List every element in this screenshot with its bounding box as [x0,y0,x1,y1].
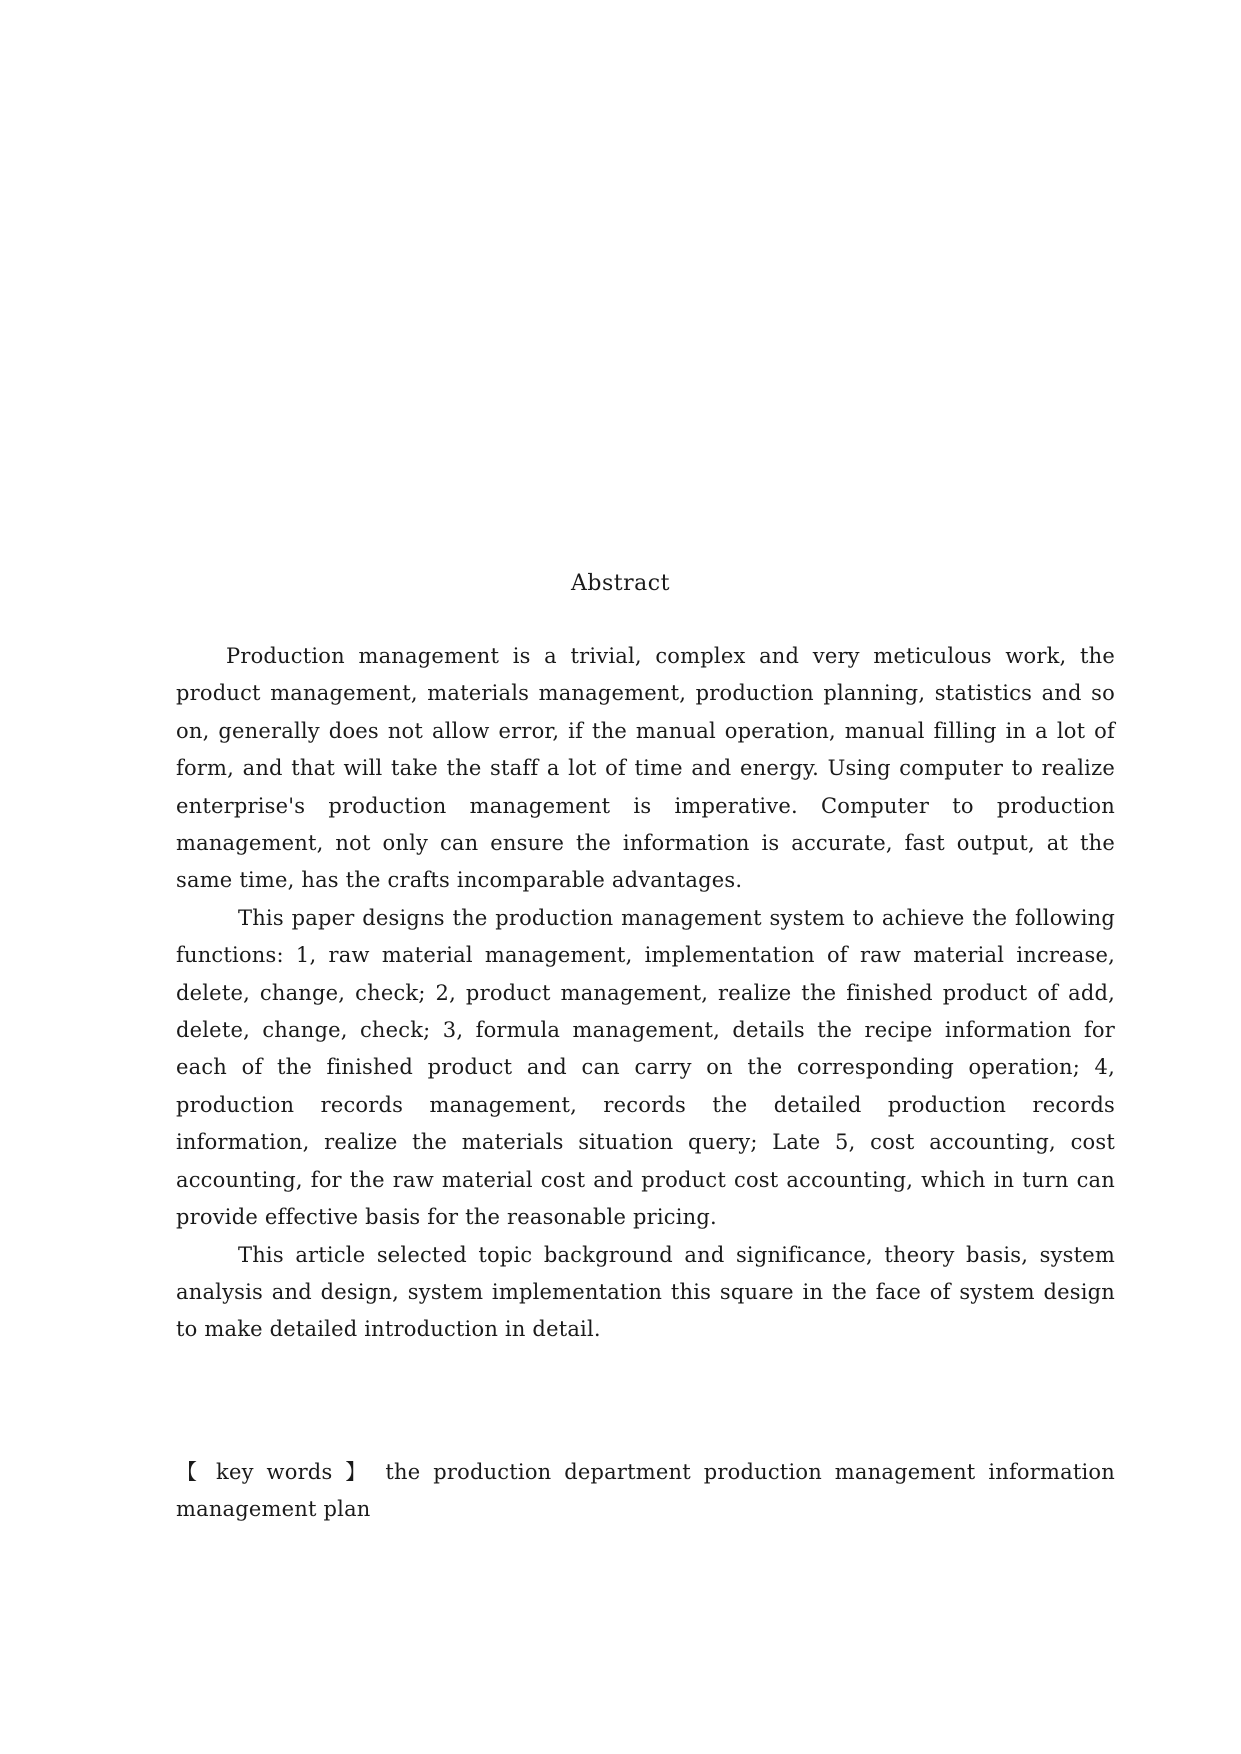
abstract-paragraph-2: This paper designs the production management system to achieve the following functions: 1, raw material management, implementation of raw material increase, delete, change, check; 2, product management, realize the finished product of add, delete, change, check; 3, formula management, details the recipe information for each of the finished product and can carry on the corresponding operation; 4, production records management, records the detailed production records information, realize the materials situation query; Late 5, cost accounting, cost accounting, for the raw material cost and product cost accounting, which in turn can provide effective basis for the reasonable pricing. [176,905,1115,1230]
keywords-label: 【 key words 】 [176,1460,373,1484]
abstract-body [176,638,1115,1349]
abstract-paragraph-1: Production management is a trivial, complex and very meticulous work, the product management, materials management, production planning, statistics and so on, generally does not allow error, if the manual operation, manual filling in a lot of form, and that will take the staff a lot of time and energy. Using computer to realize enterprise's production management is imperative. Computer to production management, not only can ensure the information is accurate, fast output, at the same time, has the crafts incomparable advantages. [176,644,1115,893]
keywords-text: the production department production management information management plan [176,1460,1115,1522]
abstract-paragraph-3: This article selected topic background and significance, theory basis, system analysis and design, system implementation this square in the face of system design to make detailed introduction in detail. [176,1242,1115,1342]
abstract-title: Abstract [571,571,670,596]
keywords-line [176,1454,1115,1529]
